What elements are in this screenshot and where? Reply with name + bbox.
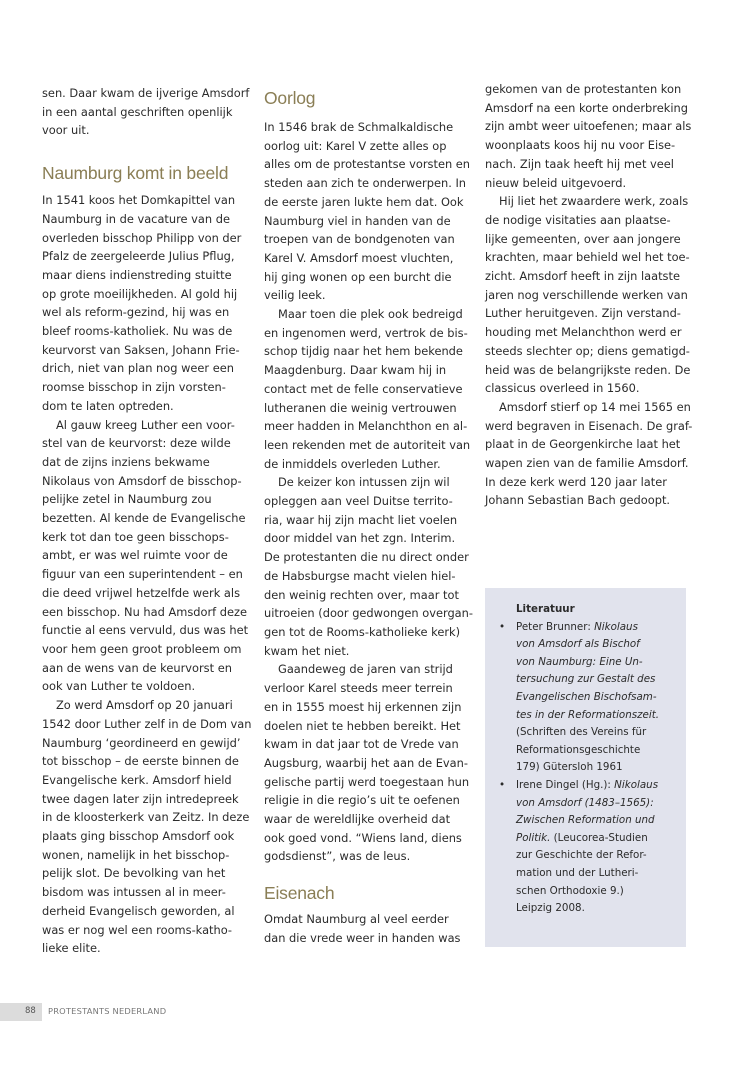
text-line: figuur van een superintendent – en — [42, 567, 243, 582]
text-line: de Habsburgse macht vielen hiel- — [264, 568, 456, 583]
text-line: dan die vrede weer in handen was — [264, 930, 461, 945]
text-line: Gaandeweg de jaren van strijd — [278, 662, 453, 677]
text-line: en in 1555 moest hij erkennen zijn — [264, 699, 462, 714]
section-heading-eisenach: Eisenach — [264, 883, 335, 904]
text-line: gelische partij werd toegestaan hun — [264, 774, 470, 789]
text-line: bezetten. Al kende de Evangelische — [42, 511, 246, 526]
text-line: classicus overleed in 1560. — [485, 381, 640, 396]
magazine-name: PROTESTANTS NEDERLAND — [48, 1006, 167, 1016]
text-line: lijke gemeenten, over aan jongere — [485, 231, 681, 246]
text-line: kwam het niet. — [264, 643, 350, 658]
text-line: Maagdenburg. Daar kwam hij in — [264, 363, 447, 378]
text-line: was er nog wel een rooms-katho- — [42, 922, 233, 937]
paragraph — [264, 660, 470, 866]
reference-line: 179) Gütersloh 1961 — [516, 761, 623, 774]
text-line: Omdat Naumburg al veel eerder — [264, 912, 449, 927]
text-line: werd begraven in Eisenach. De graf- — [485, 418, 693, 433]
reference-line: mation und der Lutheri- — [516, 866, 639, 879]
paragraph — [485, 80, 692, 192]
text-line: in de kloosterkerk van Zeitz. In deze — [42, 810, 250, 825]
text-line: Maar toen die plek ook bedreigd — [278, 307, 463, 322]
bullet-icon: • — [499, 778, 506, 791]
reference-title: Nikolaus — [594, 620, 638, 633]
text-line: in een aantal geschriften openlijk — [42, 104, 233, 119]
text-line: Nikolaus von Amsdorf de bisschop- — [42, 473, 242, 488]
text-line: pelijk slot. De bevolking van het — [42, 866, 226, 881]
reference-title: Evangelischen Bischofsam- — [516, 690, 657, 703]
text-line: kwam in dat jaar tot de Vrede van — [264, 737, 459, 752]
text-line: leen rekenden met de autoriteit van — [264, 437, 471, 452]
page-number: 88 — [25, 1006, 36, 1016]
text-line: bisdom was intussen al in meer- — [42, 885, 226, 900]
paragraph — [264, 305, 471, 473]
text-line: In 1541 koos het Domkapittel van — [42, 193, 236, 208]
text-line: stel van de keurvorst: deze wilde — [42, 436, 231, 451]
text-line: die deed vrijwel hetzelfde werk als — [42, 585, 241, 600]
literature-title: Literatuur — [516, 603, 575, 615]
paragraph — [485, 398, 693, 510]
text-line: dom te laten optreden. — [42, 398, 174, 413]
text-line: kerk tot dan toe geen bisschops- — [42, 529, 229, 544]
text-line: zicht. Amsdorf heeft in zijn laatste — [485, 269, 680, 284]
reference-line: Leipzig 2008. — [516, 902, 585, 915]
text-line: nach. Zijn taak heeft hij met veel — [485, 156, 674, 171]
text-line: pelijke zetel in Naumburg zou — [42, 492, 212, 507]
text-line: steeds slechter op; diens gematigd- — [485, 343, 690, 358]
text-line: heid was de belangrijkste reden. De — [485, 362, 691, 377]
text-line: Karel V. Amsdorf moest vluchten, — [264, 250, 454, 265]
text-line: twee dagen later zijn intredepreek — [42, 791, 239, 806]
text-line: godsdienst”, was de leus. — [264, 849, 411, 864]
text-line: schop tijdig naar het hem bekende — [264, 344, 463, 359]
reference-title: Nikolaus — [614, 778, 659, 791]
text-line: door middel van het zgn. Interim. — [264, 531, 456, 546]
text-line: nieuw beleid uitgevoerd. — [485, 175, 627, 190]
text-line: den weinig rechten over, maar tot — [264, 587, 459, 602]
literature-reference — [499, 777, 676, 918]
text-line: opleggen aan veel Duitse territo- — [264, 494, 453, 509]
reference-line: zur Geschichte der Refor- — [516, 849, 647, 862]
reference-title: Zwischen Reformation und — [516, 814, 655, 827]
text-line: Pfalz de zeergeleerde Julius Pflug, — [42, 249, 235, 264]
text-line: doelen niet te hebben bereikt. Het — [264, 718, 461, 733]
text-line: meer hadden in Melanchthon en al- — [264, 419, 468, 434]
paragraph — [485, 192, 691, 398]
text-line: aan de wens van de keurvorst en — [42, 660, 232, 675]
literature-reference — [499, 619, 676, 777]
text-line: woonplaats koos hij nu voor Eise- — [485, 138, 676, 153]
text-line: derheid Evangelisch geworden, al — [42, 903, 235, 918]
text-line: oorlog uit: Karel V zette alles op — [264, 138, 447, 153]
reference-title: von Amsdorf als Bischof — [516, 638, 640, 651]
text-line: ambt, er was wel ruimte voor de — [42, 548, 228, 563]
text-line: de inmiddels overleden Luther. — [264, 456, 441, 471]
column-1 — [42, 84, 252, 958]
text-line: Naumburg in de vacature van de — [42, 211, 230, 226]
paragraph — [42, 191, 242, 415]
text-line: contact met de felle conservatieve — [264, 381, 463, 396]
text-line: Johann Sebastian Bach gedoopt. — [485, 493, 671, 508]
text-line: voor uit. — [42, 123, 90, 138]
text-line: ria, waar hij zijn macht liet voelen — [264, 512, 458, 527]
text-line: Zo werd Amsdorf op 20 januari — [56, 698, 233, 713]
text-line: drich, niet van plan nog weer een — [42, 361, 234, 376]
text-line: Amsdorf stierf op 14 mei 1565 en — [499, 399, 691, 414]
text-line: de eerste jaren lukte hem dat. Ook — [264, 194, 464, 209]
text-line: 1542 door Luther zelf in de Dom van — [42, 716, 252, 731]
text-line: op grote moeilijkheden. Al gold hij — [42, 286, 238, 301]
reference-author: Peter Brunner: — [516, 620, 595, 633]
text-line: gen tot de Rooms-katholieke kerk) — [264, 624, 461, 639]
text-line: veilig leek. — [264, 288, 326, 303]
text-line: lieke elite. — [42, 941, 101, 956]
text-line: Evangelische kerk. Amsdorf hield — [42, 772, 232, 787]
reference-line — [499, 619, 676, 637]
paragraph — [42, 416, 249, 697]
reference-title: von Naumburg: Eine Un- — [516, 655, 643, 668]
text-line: wapen zien van de familie Amsdorf. — [485, 456, 689, 471]
text-line: De keizer kon intussen zijn wil — [278, 475, 450, 490]
paragraph — [264, 118, 471, 305]
text-line: ook van Luther te voldoen. — [42, 679, 196, 694]
text-line: Hij liet het zwaardere werk, zoals — [499, 194, 689, 209]
text-line: Al gauw kreeg Luther een voor- — [56, 417, 235, 432]
text-line: Naumburg ‘geordineerd en gewijd’ — [42, 735, 241, 750]
text-line: hij ging wonen op een burcht die — [264, 269, 452, 284]
text-line: Amsdorf na een korte onderbreking — [485, 100, 688, 115]
text-line: plaats ging bisschop Amsdorf ook — [42, 829, 235, 844]
text-line: waar de wereldlijke overheid dat — [264, 812, 451, 827]
text-line: Augsburg, waarbij het aan de Evan- — [264, 755, 468, 770]
text-line: roomse bisschop in zijn vorsten- — [42, 380, 226, 395]
text-line: zijn ambt weer uitoefenen; maar als — [485, 119, 692, 134]
text-line: In deze kerk werd 120 jaar later — [485, 474, 667, 489]
text-line: De protestanten die nu direct onder — [264, 550, 469, 565]
text-line: overleden bisschop Philipp von der — [42, 230, 242, 245]
text-line: wel als reform-gezind, hij was en — [42, 305, 230, 320]
reference-title: Politik. — [516, 831, 551, 844]
text-line: tot bisschop – de eerste binnen de — [42, 754, 239, 769]
text-line: keurvorst van Saksen, Johann Frie- — [42, 342, 240, 357]
text-line: wonen, namelijk in het bisschop- — [42, 847, 230, 862]
text-line: In 1546 brak de Schmalkaldische — [264, 120, 454, 134]
text-line: houding met Melanchthon werd er — [485, 325, 682, 340]
text-line: steden aan zich te onderwerpen. In — [264, 176, 467, 191]
reference-line: schen Orthodoxie 9.) — [516, 884, 624, 897]
paragraph — [264, 473, 473, 660]
reference-line — [499, 830, 676, 848]
text-line: lutheranen die weinig vertrouwen — [264, 400, 457, 415]
reference-title: tersuchung zur Gestalt des — [516, 673, 656, 686]
text-line: Luther heruitgeven. Zijn verstand- — [485, 306, 681, 321]
text-line: plaat in de Georgenkirche laat het — [485, 437, 681, 452]
reference-line: (Schriften des Vereins für — [516, 726, 647, 739]
reference-title: von Amsdorf (1483–1565): — [516, 796, 654, 809]
reference-author: Irene Dingel (Hg.): — [516, 778, 615, 791]
page-footer — [0, 1003, 320, 1021]
text-line: de nodige visitaties aan plaatse- — [485, 212, 671, 227]
intro-paragraph — [42, 84, 250, 140]
reference-title: tes in der Reformationszeit. — [516, 708, 660, 721]
section-heading-oorlog: Oorlog — [264, 88, 316, 108]
literature-box — [485, 588, 686, 947]
text-line: Naumburg viel in handen van de — [264, 213, 451, 228]
column-2 — [264, 87, 473, 948]
reference-line: Reformationsgeschichte — [516, 743, 641, 756]
bullet-icon: • — [499, 620, 506, 633]
text-line: bleef rooms-katholiek. Nu was de — [42, 324, 233, 339]
text-line: jaren nog verschillende werken van — [485, 287, 688, 302]
column-3 — [485, 80, 693, 510]
text-line: een bisschop. Nu had Amsdorf deze — [42, 604, 248, 619]
text-line: ook goed vond. “Wiens land, diens — [264, 830, 462, 845]
paragraph — [42, 696, 252, 958]
text-line: troepen van de bondgenoten van — [264, 232, 455, 247]
text-line: voor hem geen groot probleem om — [42, 641, 242, 656]
text-line: en ingenomen werd, vertrok de bis- — [264, 325, 468, 340]
section-heading-naumburg: Naumburg komt in beeld — [42, 163, 229, 184]
reference-publisher: (Leucorea-Studien — [550, 831, 648, 844]
paragraph — [264, 910, 464, 947]
text-line: alles om de protestantse vorsten en — [264, 157, 471, 172]
text-line: sen. Daar kwam de ijverige Amsdorf — [42, 86, 250, 100]
reference-line — [499, 777, 676, 795]
text-line: uitroeien (door gedwongen overgan- — [264, 606, 473, 621]
text-line: functie al eens vervuld, dus was het — [42, 623, 249, 638]
text-line: dat de zijns inziens bekwame — [42, 454, 210, 469]
text-line: religie in die regio’s uit te oefenen — [264, 793, 460, 808]
text-line: gekomen van de protestanten kon — [485, 82, 682, 96]
text-line: verloor Karel steeds meer terrein — [264, 681, 453, 696]
text-line: maar diens indienstreding stuitte — [42, 267, 232, 282]
text-line: krachten, maar behield wel het toe- — [485, 250, 690, 265]
